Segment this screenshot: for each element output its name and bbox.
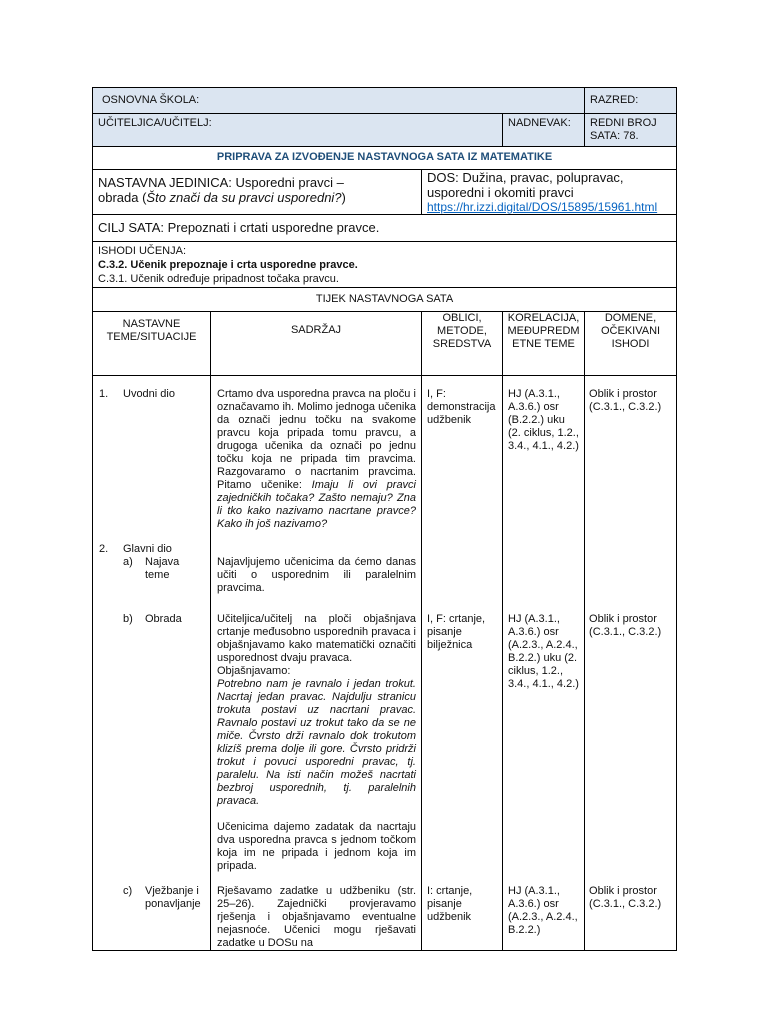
- flow-title: TIJEK NASTAVNOGA SATA: [93, 288, 677, 312]
- forms-s2b: I, F: crtanje, pisanje bilježnica: [427, 613, 486, 651]
- s1-number: 1.: [99, 388, 109, 400]
- s2a-content: Najavljujemo učenicima da ćemo danas učiti o usporednim ili paralelnim pravcima.: [217, 556, 416, 594]
- col-domains-line1: DOMENE,: [604, 312, 657, 324]
- teacher-field: [93, 114, 503, 147]
- s2a-name: Najava teme: [145, 556, 180, 581]
- content-s2a: [217, 556, 416, 613]
- corr-s1: HJ (A.3.1., A.3.6.) osr (B.2.2.) uku (2. ciklus, 1.2., 3.4., 4.1., 4.2.): [508, 388, 579, 452]
- unit-row: [93, 170, 677, 215]
- s1-content: Crtamo dva usporedna pravca na ploču i označavamo ih. Molimo jednoga učenika da označi jednu točku na svakome pravcu koja pripada tomu pravcu, a drugoga učenika da označi po jednu točku koja ne pripada tim pravcima. Razgovaramo o nacrtanim pravcima. Pitamo učenike:: [217, 388, 416, 491]
- outcome-main: C.3.2. Učenik prepoznaje i crta usporedne pravce.: [98, 259, 358, 271]
- domains-s2c: Oblik i prostor (C.3.1., C.3.2.): [589, 885, 662, 910]
- lesson-number-value: SATA: 78.: [590, 130, 639, 142]
- topic-s2a: [99, 556, 206, 613]
- outcomes-label: ISHODI UČENJA:: [98, 245, 187, 257]
- topics-cell: [93, 376, 211, 951]
- header-row-school: [93, 88, 677, 114]
- topic-s2: [99, 543, 206, 556]
- header-row-teacher: [93, 114, 677, 147]
- outcomes-cell: [93, 242, 677, 288]
- school-label: OSNOVNA ŠKOLA:: [102, 94, 200, 106]
- goal-row: [93, 215, 677, 242]
- teacher-label: UČITELJICA/UČITELJ:: [98, 117, 212, 129]
- s2a-label: a): [123, 556, 133, 568]
- col-content: SADRŽAJ: [211, 312, 422, 376]
- s2b-label: b): [123, 613, 133, 625]
- content-s2b: [217, 613, 416, 885]
- columns-header-row: [93, 312, 677, 376]
- dos-cell: [422, 170, 677, 215]
- domains-s2b: Oblik i prostor (C.3.1., C.3.2.): [589, 613, 662, 638]
- date-field: [503, 114, 585, 147]
- corr-s2b: HJ (A.3.1., A.3.6.) osr (A.2.3., A.2.4., B.2.2.) uku (2. ciklus, 1.2., 3.4., 4.1., 4.2.): [508, 613, 579, 690]
- dos-topics: usporedni i okomiti pravci: [427, 185, 574, 200]
- s1-questions: Imaju li ovi pravci zajedničkih točaka? Zašto nemaju? Zna li tko kako nazivamo nacrtane pravce? Kako ih još nazivamo?: [217, 479, 417, 530]
- dos-link[interactable]: https://hr.izzi.digital/DOS/15895/15961.html: [427, 200, 658, 214]
- flow-title-row: [93, 288, 677, 312]
- content-s2c: [217, 885, 416, 950]
- col-topics: [93, 312, 211, 376]
- col-correlation: [503, 312, 585, 376]
- col-corr-line3: ETNE TEME: [512, 338, 575, 350]
- outcome-secondary: C.3.1. Učenik određuje pripadnost točaka pravcu.: [98, 273, 339, 285]
- forms-s2c: I: crtanje, pisanje udžbenik: [427, 885, 473, 923]
- correlation-cell: [503, 376, 585, 951]
- s2c-content: Rješavamo zadatke u udžbeniku (str. 25–26). Zajednički provjeravamo rješenja i objašnjavamo eventualne nejasnoće. Učenici mogu rješavati zadatke u DOSu na: [217, 885, 416, 949]
- unit-close-paren: ): [341, 190, 346, 205]
- forms-cell: [422, 376, 503, 951]
- s2c-name: Vježbanje i ponavljanje: [145, 885, 201, 910]
- date-label: NADNEVAK:: [508, 117, 571, 129]
- col-forms-line3: SREDSTVA: [432, 338, 492, 350]
- s2c-label: c): [123, 885, 133, 897]
- forms-s1: I, F: demonstracija udžbenik: [427, 388, 496, 426]
- dos-label: DOS: Dužina, pravac, polupravac,: [427, 170, 624, 185]
- col-domains-line2: OČEKIVANI: [600, 325, 661, 337]
- col-forms-line2: METODE,: [437, 325, 487, 337]
- lesson-plan-table: [92, 87, 677, 951]
- lesson-plan-page: [92, 87, 676, 951]
- unit-label: NASTAVNA JEDINICA: Usporedni pravci –: [98, 175, 344, 190]
- topic-s2b: [99, 613, 206, 885]
- s2b-task: Učenicima dajemo zadatak da nacrtaju dva usporedna pravca s jednom točkom koja im ne pripada i jednom koja im pripada.: [217, 821, 416, 872]
- class-field: [585, 88, 677, 114]
- col-topics-line1: NASTAVNE: [122, 318, 181, 330]
- col-domains-line3: ISHODI: [611, 338, 650, 350]
- col-topics-line2: TEME/SITUACIJE: [106, 331, 197, 343]
- school-field: [93, 88, 585, 114]
- col-corr-line1: KORELACIJA,: [507, 312, 580, 324]
- unit-cell: [93, 170, 422, 215]
- s2b-content: Učiteljica/učitelj na ploči objašnjava crtanje međusobno usporednih pravaca i objašnjavamo kako matematički označiti usporednost dvaju pravaca.: [217, 613, 416, 664]
- document-title: PRIPRAVA ZA IZVOĐENJE NASTAVNOGA SATA IZ MATEMATIKE: [93, 147, 677, 170]
- unit-question: Što znači da su pravci usporedni?: [146, 190, 342, 205]
- corr-s2c: HJ (A.3.1., A.3.6.) osr (A.2.3., A.2.4., B.2.2.): [508, 885, 578, 936]
- domains-s1: Oblik i prostor (C.3.1., C.3.2.): [589, 388, 662, 413]
- content-cell: [211, 376, 422, 951]
- content-s1: [217, 388, 416, 556]
- flow-body-row: [93, 376, 677, 951]
- topic-s1: [99, 388, 206, 543]
- title-row: [93, 147, 677, 170]
- s2b-lead: Objašnjavamo:: [217, 665, 291, 677]
- s2b-instructions: Potrebno nam je ravnalo i jedan trokut. Nacrtaj jedan pravac. Najdulju stranicu trokuta postavi uz nacrtani pravac. Ravnalo postavi uz trokut tako da se ne miče. Čvrsto drži ravnalo dok trokutom klizíš prema dolje ili gore. Čvrsto pridrži trokut i povuci usporedni pravac, tj. paralelu. Na isti način možeš nacrtati bezbroj usporednih, tj. paralelnih pravaca.: [217, 678, 416, 807]
- outcomes-row: [93, 242, 677, 288]
- s1-name: Uvodni dio: [123, 388, 175, 400]
- s2b-name: Obrada: [145, 613, 182, 625]
- col-forms-line1: OBLICI,: [442, 312, 482, 324]
- col-forms: [422, 312, 503, 376]
- topic-s2c: [99, 885, 206, 911]
- class-label: RAZRED:: [590, 94, 639, 106]
- lesson-goal: CILJ SATA: Prepoznati i crtati usporedne pravce.: [93, 215, 677, 242]
- col-corr-line2: MEĐUPREDM: [507, 325, 580, 337]
- unit-obrada: obrada (: [98, 190, 147, 205]
- lesson-number-label: REDNI BROJ: [590, 117, 657, 129]
- s2-name: Glavni dio: [123, 543, 172, 555]
- s2-number: 2.: [99, 543, 109, 555]
- col-domains: [585, 312, 677, 376]
- domains-cell: [585, 376, 677, 951]
- lesson-number-field: [585, 114, 677, 147]
